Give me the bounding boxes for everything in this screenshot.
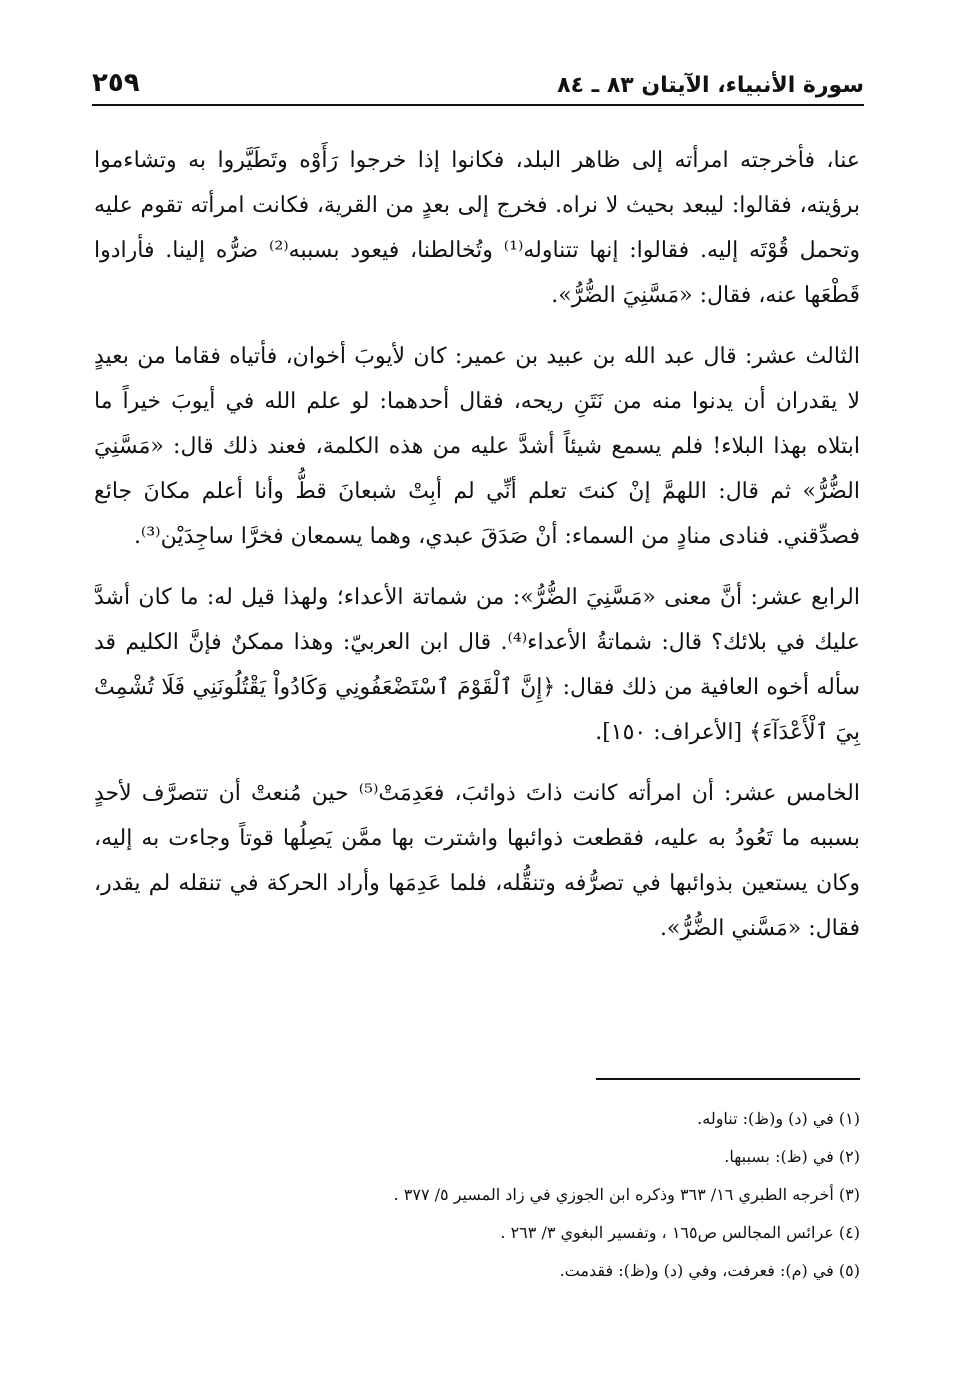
footnote: (٢) في (ظ): بسببها. (724, 1147, 860, 1166)
footnote: (٣) أخرجه الطبري ١٦/ ٣٦٣ وذكره ابن الجوزي في زاد المسير ٥/ ٣٧٧ . (393, 1185, 860, 1204)
paragraph: الرابع عشر: أنَّ معنى «مَسَّنِيَ الضُّرُّ»: من شماتة الأعداء؛ ولهذا قيل له: ما كان أشدَّ عليك في بلائك؟ قال: شماتةُ الأعداء⁽⁴⁾. قال ابن العربيّ: وهذا ممكنٌ فإنَّ الكليم قد سأله أخوه العافية من ذلك فقال: ﴿إِنَّ ٱلْقَوْمَ ٱسْتَضْعَفُونِي وَكَادُواْ يَقْتُلُونَنِي فَلَا تُشْمِتْ بِيَ ٱلْأَعْدَآءَ﴾ [الأعراف: ١٥٠]. (94, 585, 860, 745)
footnote: (٥) في (م): فعرفت، وفي (د) و(ظ): فقدمت. (559, 1261, 860, 1280)
footnotes (96, 1100, 860, 1290)
paragraph: عنا، فأخرجته امرأته إلى ظاهر البلد، فكانوا إذا خرجوا رَأَوْه وتَطَيَّروا به وتشاءموا برؤيته، فقالوا: ليبعد بحيث لا نراه. فخرج إلى بعدٍ من القرية، فكانت امرأته تقوم عليه وتحمل قُوْتَه إليه. فقالوا: إنها تتناوله⁽¹⁾ وتُخالطنا، فيعود بسببه⁽²⁾ ضرُّه إلينا. فأرادوا قَطْعَها عنه، فقال: «مَسَّنِيَ الضُّرُّ». (94, 148, 860, 308)
page-number: ٢٥٩ (92, 68, 140, 98)
footnote: (٤) عرائس المجالس ص١٦٥ ، وتفسير البغوي ٣/ ٢٦٣ . (500, 1223, 860, 1242)
paragraph: الثالث عشر: قال عبد الله بن عبيد بن عمير: كان لأيوبَ أخوان، فأتياه فقاما من بعيدٍ لا يقدران أن يدنوا منه من نَتَنِ ريحه، فقال أحدهما: لو علم الله في أيوبَ خيراً ما ابتلاه بهذا البلاء! فلم يسمع شيئاً أشدَّ عليه من هذه الكلمة، فعند ذلك قال: «مَسَّنِيَ الضُّرُّ» ثم قال: اللهمَّ إنْ كنتَ تعلم أنِّي لم أبِتْ شبعانَ قطُّ وأنا أعلم مكانَ جائع فصدِّقني. فنادى منادٍ من السماء: أنْ صَدَقَ عبدي، وهما يسمعان فخرَّا ساجِدَيْن⁽³⁾. (94, 344, 860, 549)
paragraph: الخامس عشر: أن امرأته كانت ذاتَ ذوائبَ، فعَدِمَتْ⁽⁵⁾ حين مُنعتْ أن تتصرَّف لأحدٍ بسببه ما تَعُودُ به عليه، فقطعت ذوائبها واشترت بها ممَّن يَصِلُها قوتاً وجاءت به إليه، وكان يستعين بذوائبها في تصرُّفه وتنقُّله، فلما عَدِمَها وأراد الحركة في تنقله لم يقدر، فقال: «مَسَّني الضُّرُّ». (94, 781, 860, 941)
page-header (92, 58, 864, 98)
header-rule (92, 104, 864, 106)
main-text (94, 138, 860, 967)
footnote: (١) في (د) و(ظ): تناوله. (697, 1109, 860, 1128)
footnote-separator (596, 1078, 860, 1080)
running-title: سورة الأنبياء، الآيتان ٨٣ ـ ٨٤ (557, 73, 864, 98)
